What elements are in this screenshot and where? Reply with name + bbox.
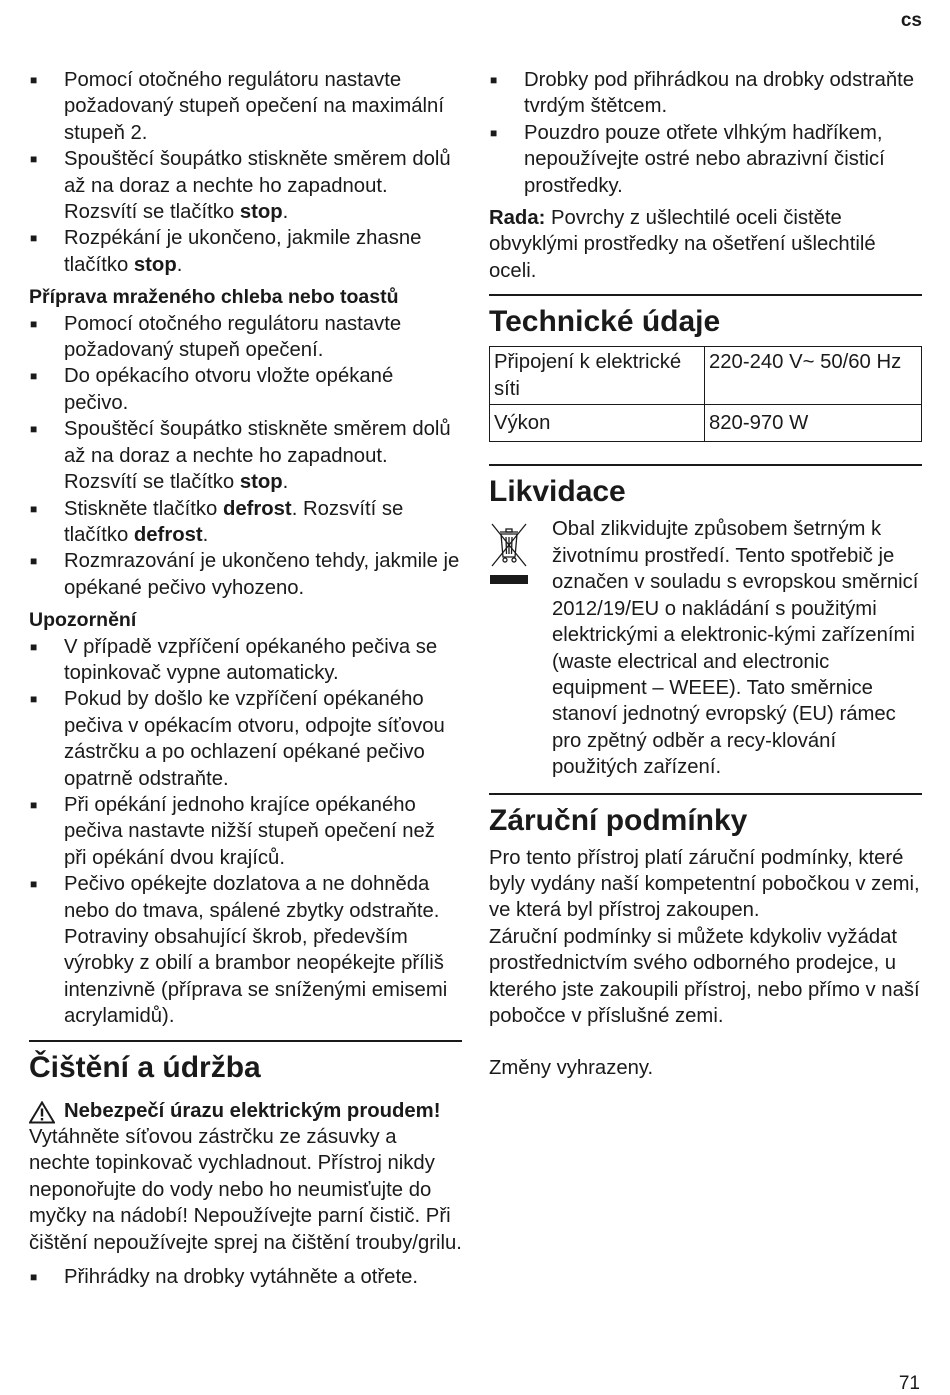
list-item-text: Při opékání jednoho krajíce opékaného pečiva nastavte nižší stupeň opečení než při opékání dvou krajíců. [64, 793, 435, 869]
list-item [29, 363, 462, 416]
table-row [490, 347, 922, 405]
list-item [29, 871, 462, 1029]
stop-keyword: stop [239, 201, 283, 224]
disposal-title: Likvidace [489, 464, 922, 510]
table-cell-value: 820-970 W [705, 405, 922, 442]
right-column [489, 67, 922, 1082]
list-item [29, 1264, 462, 1290]
list-item-text: Pouzdro pouze otřete vlhkým hadříkem, nepoužívejte ostré nebo abrazivní čisticí prostředky. [524, 121, 885, 197]
warning-text: Vytáhněte síťovou zástrčku ze zásuvky a nechte topinkovač vychladnout. Přístroj nikdy neponořujte do vody nebo ho neumisťujte do myčky na nádobí! Nepoužívejte parní čistič. Při čištění nepoužívejte sprej na čištění trouby/grilu. [29, 1126, 462, 1254]
list-item-text: Pomocí otočného regulátoru nastavte požadovaný stupeň opečení. [64, 312, 402, 362]
table-cell-key: Výkon [490, 405, 705, 442]
list-item-text: Rozpékání je ukončeno, jakmile zhasne tlačítko [64, 227, 422, 276]
cleaning-list [29, 1264, 462, 1290]
list-item-text: Spouštěcí šoupátko stiskněte směrem dolů až na doraz a nechte ho zapadnout. Rozsvítí se tlačítko [64, 418, 451, 494]
list-item [29, 416, 462, 495]
list-item [29, 146, 462, 225]
defrost-keyword: defrost [133, 523, 203, 546]
technical-data-title: Technické údaje [489, 294, 922, 340]
warranty-paragraph-1: Pro tento přístroj platí záruční podmínky, které byly vydány naší kompetentní pobočkou v zemi, ve která byl přístroj zakoupen. [489, 846, 920, 922]
list-item-text: Rozmrazování je ukončeno tehdy, jakmile je opékané pečivo vyhozeno. [64, 550, 460, 599]
toasting-steps-list [29, 67, 462, 278]
list-item [29, 225, 462, 278]
list-item-text: Do opékacího otvoru vložte opékané pečivo. [64, 365, 394, 414]
defrost-keyword: defrost [222, 497, 292, 520]
cleaning-steps-list [489, 67, 922, 199]
list-item [489, 67, 922, 120]
list-item [29, 311, 462, 364]
page-number: 71 [898, 1373, 920, 1394]
stop-keyword: stop [133, 253, 177, 276]
note-list [29, 634, 462, 1030]
stop-keyword: stop [239, 471, 283, 494]
changes-reserved: Změny vyhrazeny. [489, 1057, 654, 1080]
list-item-text: V případě vzpříčení opékaného pečiva se topinkovač vypne automaticky. [64, 635, 438, 684]
technical-data-table [489, 346, 922, 442]
list-item [489, 120, 922, 199]
punctuation: . [282, 471, 289, 494]
table-cell-key: Připojení k elektrické síti [490, 347, 705, 405]
crossed-out-bin-icon [489, 520, 529, 586]
tip-label: Rada: [489, 207, 546, 230]
language-code: cs [900, 10, 922, 31]
punctuation: . [202, 523, 209, 546]
punctuation: . [282, 201, 289, 224]
list-item [29, 792, 462, 871]
spacer [489, 1029, 922, 1055]
list-item-text: Drobky pod přihrádkou na drobky odstraňte tvrdým štětcem. [524, 69, 915, 118]
list-item [29, 634, 462, 687]
list-item-text: Stiskněte tlačítko [64, 497, 223, 520]
cleaning-title: Čištění a údržba [29, 1040, 462, 1086]
warning-triangle-icon [29, 1101, 55, 1124]
list-item [29, 686, 462, 792]
warning-title: Nebezpečí úrazu elektrickým proudem! [64, 1099, 441, 1122]
list-item-text: Pečivo opékejte dozlatova a ne dohněda nebo do tmava, spálené zbytky odstraňte. Potraviny obsahující škrob, především výrobky z obilí a brambor neopékejte příliš intenzivně (příprava se sníženými emisemi acrylamidů). [64, 873, 448, 1028]
frozen-bread-list [29, 311, 462, 601]
warning-block [29, 1098, 462, 1124]
list-item [29, 548, 462, 601]
list-item [29, 496, 462, 549]
note-heading: Upozornění [29, 609, 137, 632]
disposal-text: Obal zlikvidujte způsobem šetrným k životnímu prostředí. Tento spotřebič je označen v souladu s evropskou směrnicí 2012/19/EU o nakládání s použitými elektrickými a elektronic-kými zařízeními (waste electrical and electronic equipment – WEEE). Tato směrnice stanoví jednotný evropský (EU) rámec pro zpětný odběr a recy-klování použitých zařízení. [552, 518, 919, 779]
disposal-block [489, 516, 922, 780]
list-item-text: Přihrádky na drobky vytáhněte a otřete. [64, 1266, 418, 1289]
list-item-text: Pokud by došlo ke vzpříčení opékaného pečiva v opékacím otvoru, odpojte síťovou zástrčku a po ochlazení opékané pečivo opatrně odstraňte. [64, 688, 445, 790]
table-row [490, 405, 922, 442]
warranty-title: Záruční podmínky [489, 793, 922, 839]
punctuation: . [176, 253, 183, 276]
tip-paragraph [489, 205, 922, 284]
left-column [29, 67, 462, 1290]
list-item-text: Spouštěcí šoupátko stiskněte směrem dolů až na doraz a nechte ho zapadnout. Rozsvítí se tlačítko [64, 148, 451, 224]
table-cell-value: 220-240 V~ 50/60 Hz [705, 347, 922, 405]
frozen-bread-heading: Příprava mraženého chleba nebo toastů [29, 286, 399, 309]
list-item [29, 67, 462, 146]
tip-text: Povrchy z ušlechtilé oceli čistěte obvyklými prostředky na ošetření ušlechtilé oceli. [489, 207, 876, 282]
warranty-paragraph-2: Záruční podmínky si můžete kdykoliv vyžádat prostřednictvím svého odborného prodejce, u kterého jste zakoupili přístroj, nebo přímo v naší pobočce v příslušné zemi. [489, 925, 920, 1027]
list-item-text: Pomocí otočného regulátoru nastavte požadovaný stupeň opečení na maximální stupeň 2. [64, 69, 444, 144]
list-item-text: . Rozsvítí se tlačítko [64, 497, 404, 546]
